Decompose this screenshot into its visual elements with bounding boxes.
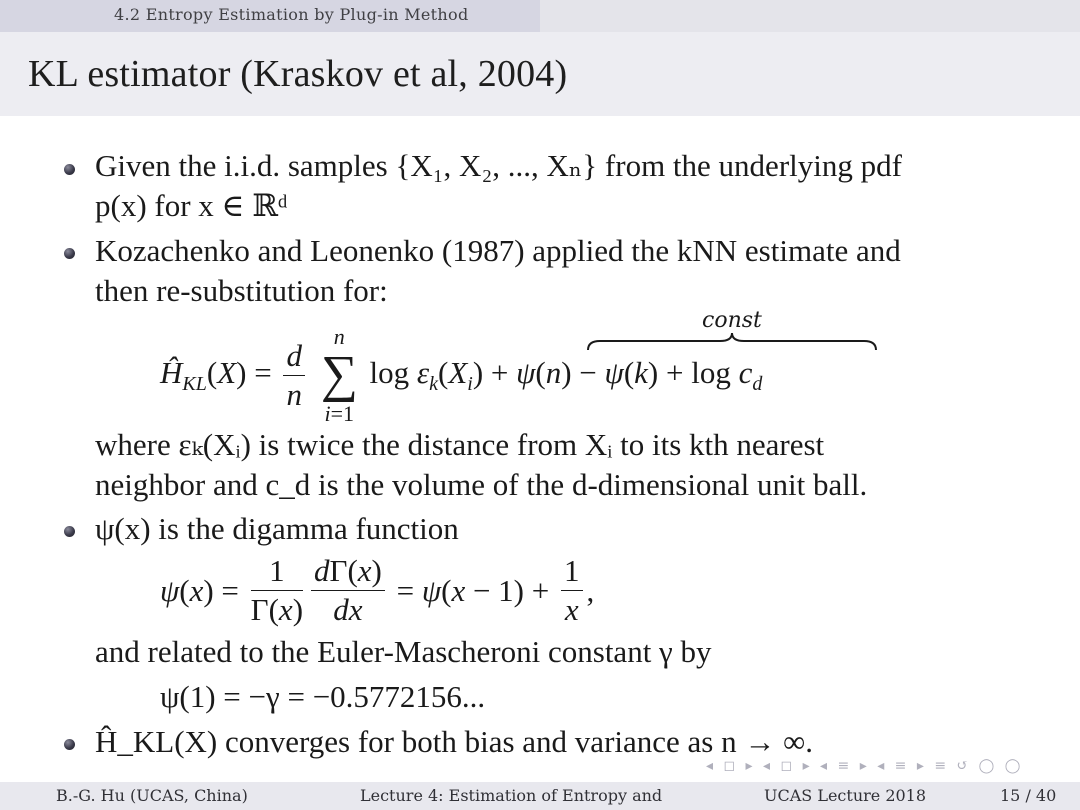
bullet-4-line-1: Ĥ_KL(X) converges for both bias and variance as n → ∞. <box>95 724 813 759</box>
where-line-1: where εₖ(Xᵢ) is twice the distance from Xᵢ to its kth nearest <box>95 427 825 462</box>
entropy-equation: $Ĥ_{KL}(X)$ = $\frac{d}{n}$ n ∑ i=1 $\log \varepsilon_k(X_i) + \psi(n) - \psi(k) + \log c_d$ <box>160 324 763 426</box>
footer-author: B.-G. Hu (UCAS, China) <box>56 786 248 805</box>
section-title: 4.2 Entropy Estimation by Plug-in Method <box>0 0 540 32</box>
page-title: KL estimator (Kraskov et al, 2004) <box>28 53 568 95</box>
related-line: and related to the Euler-Mascheroni constant γ by <box>95 634 712 669</box>
bullet-icon <box>64 248 75 259</box>
const-label: const <box>702 308 762 333</box>
bullet-icon <box>64 526 75 537</box>
footer-course: UCAS Lecture 2018 <box>764 786 927 805</box>
psi-one-line: ψ(1) = −γ = −0.5772156... <box>160 679 486 714</box>
h-sub: KL <box>182 372 207 395</box>
h-hat: Ĥ <box>160 354 183 390</box>
navigation-controls[interactable]: ◂ ◻ ▸ ◂ ◻ ▸ ◂ ≡ ▸ ◂ ≡ ▸ ≡ ↺ ◯ ◯ <box>706 758 1024 774</box>
bullet-2-line-2: then re-substitution for: <box>95 273 388 308</box>
bullet-icon <box>64 164 75 175</box>
digamma-equation: ψ(x) = $\frac{1}{\Gamma(x)}$ $\frac{d\Gamma(x)}{dx}$ = ψ(x − 1) + $\frac{1}{x}$ , <box>160 553 595 627</box>
bullet-2-line-1: Kozachenko and Leonenko (1987) applied the kNN estimate and <box>95 233 901 268</box>
footer-lecture: Lecture 4: Estimation of Entropy and <box>360 786 663 805</box>
bullet-icon <box>64 739 75 750</box>
bullet-3-line-1: ψ(x) is the digamma function <box>95 511 459 546</box>
footer-page-number: 15 / 40 <box>1000 786 1057 805</box>
where-line-2: neighbor and c_d is the volume of the d-dimensional unit ball. <box>95 467 868 502</box>
bullet-1-line-2: p(x) for x ∈ ℝᵈ <box>95 188 288 223</box>
footer <box>0 782 1080 810</box>
bullet-1-line-1: Given the i.i.d. samples {X₁, X₂, ..., Xₙ} from the underlying pdf <box>95 148 902 183</box>
